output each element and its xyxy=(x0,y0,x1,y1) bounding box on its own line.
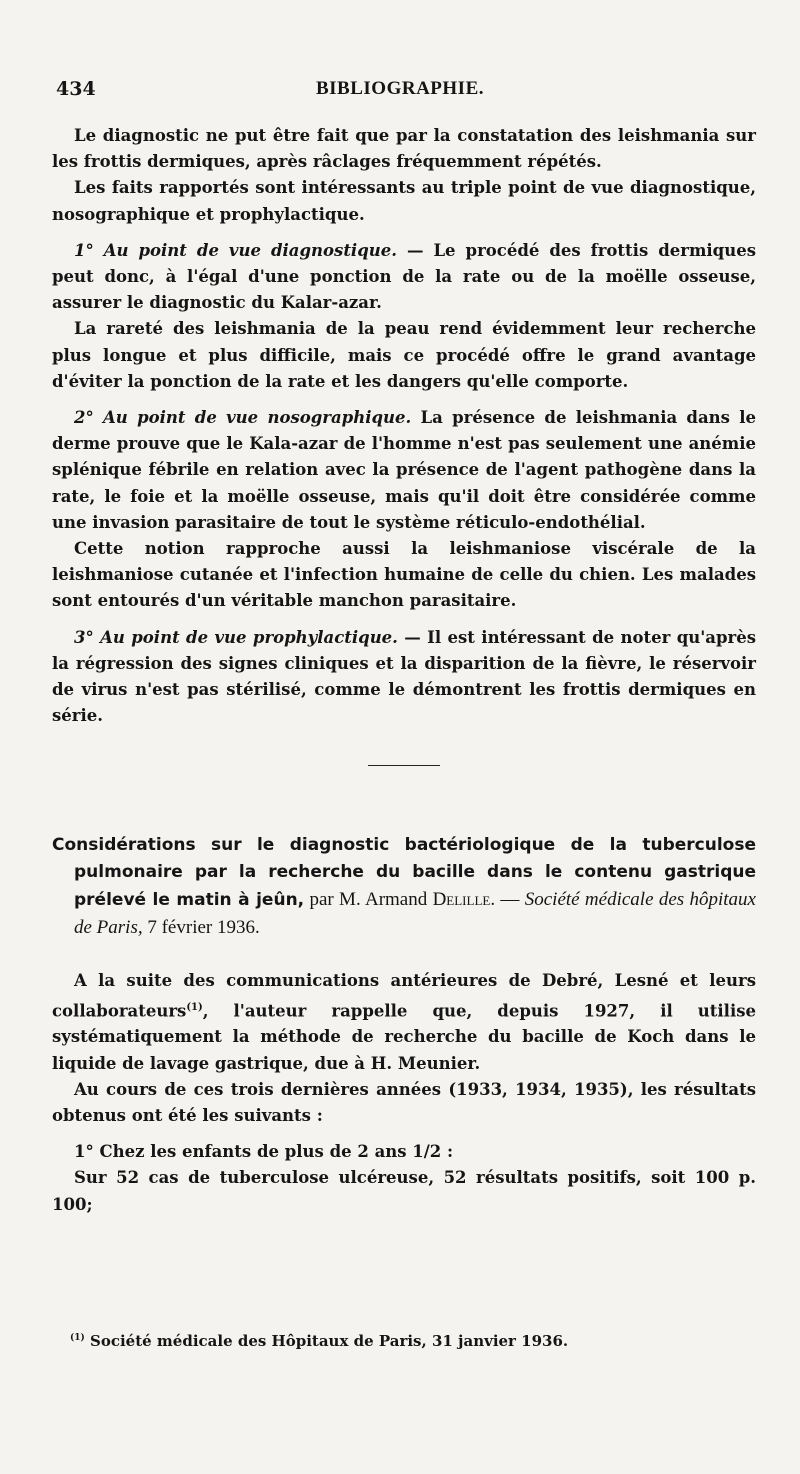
article-heading xyxy=(52,832,756,942)
paragraph-text: A la suite des communications antérieures de Debré, Lesné et leurs collaborateurs xyxy=(52,971,756,1021)
page-number: 434 xyxy=(56,78,96,100)
article-title: Considérations sur le diagnostic bactériologique de la tuberculose pulmonaire par la recherche du bacille dans le contenu gastrique prélevé le matin à jeûn, xyxy=(52,835,756,911)
author-suffix: . — xyxy=(490,889,525,911)
paragraph xyxy=(52,968,756,1076)
paragraph-diagnostic xyxy=(52,238,756,317)
paragraph-text: , l'auteur rappelle que, depuis 1927, il utilise systématiquement la méthode de recherche du bacille de Koch dans le liquide de lavage gastrique, due à H. Meunier. xyxy=(52,1001,756,1073)
paragraph-text: — Il est intéressant de noter qu'après la régression des signes cliniques et la disparition de la fièvre, le réservoir de virus n'est pas stérilisé, comme le démontrent les frottis dermiques en série. xyxy=(52,627,756,726)
paragraph: Le diagnostic ne put être fait que par la constatation des leishmania sur les frottis dermiques, après râclages fréquemment répétés. xyxy=(52,126,756,172)
running-title: BIBLIOGRAPHIE. xyxy=(315,78,484,99)
article-date: 7 février 1936. xyxy=(142,917,260,939)
article-source: Société médicale des hôpitaux de Paris, xyxy=(74,889,756,939)
page-body xyxy=(52,123,756,1218)
footnote-mark: (1) xyxy=(70,1333,85,1343)
footnote-reference: (1) xyxy=(186,1001,203,1013)
paragraph: La rareté des leishmania de la peau rend évidemment leur recherche plus longue et plus difficile, mais ce procédé offre le grand avantage d'éviter la ponction de la rate et les dangers qu'elle comporte. xyxy=(52,319,756,391)
footnote-text: Société médicale des Hôpitaux de Paris, 31 janvier 1936. xyxy=(84,1332,569,1350)
paragraph: Au cours de ces trois dernières années (1933, 1934, 1935), les résultats obtenus ont été les suivants : xyxy=(52,1079,756,1125)
paragraph: Sur 52 cas de tuberculose ulcéreuse, 52 résultats positifs, soit 100 p. 100; xyxy=(52,1168,756,1214)
author-surname: Delille xyxy=(432,889,491,911)
author-prefix: par M. Armand xyxy=(304,889,433,911)
paragraph-nosographic xyxy=(52,405,756,536)
section-label: 1° Au point de vue diagnostique. xyxy=(74,240,397,260)
paragraph: Les faits rapportés sont intéressants au triple point de vue diagnostique, nosographique et prophylactique. xyxy=(52,178,756,224)
paragraph-text: La présence de leishmania dans le derme prouve que le Kala-azar de l'homme n'est pas seulement une anémie splénique fébrile en relation avec la présence de l'agent pathogène dans la rate, le foie et la moëlle osseuse, mais qu'il doit être considérée comme une invasion parasitaire de tout le système réticulo-endothélial. xyxy=(52,408,756,532)
section-label: 2° Au point de vue nosographique. xyxy=(74,408,412,428)
paragraph: Cette notion rapproche aussi la leishmaniose viscérale de la leishmaniose cutanée et l'infection humaine de celle du chien. Les malades sont entourés d'un véritable manchon parasitaire. xyxy=(52,539,756,611)
section-divider xyxy=(368,765,440,766)
paragraph: 1° Chez les enfants de plus de 2 ans 1/2 : xyxy=(74,1142,454,1162)
section-label: 3° Au point de vue prophylactique. xyxy=(74,627,398,647)
paragraph-prophylactic xyxy=(52,625,756,730)
page-header xyxy=(56,78,744,108)
footnote xyxy=(70,1326,730,1353)
paragraph-text: — Le procédé des frottis dermiques peut donc, à l'égal d'une ponction de la rate ou de la moëlle osseuse, assurer le diagnostic du Kalar-azar. xyxy=(52,240,756,313)
